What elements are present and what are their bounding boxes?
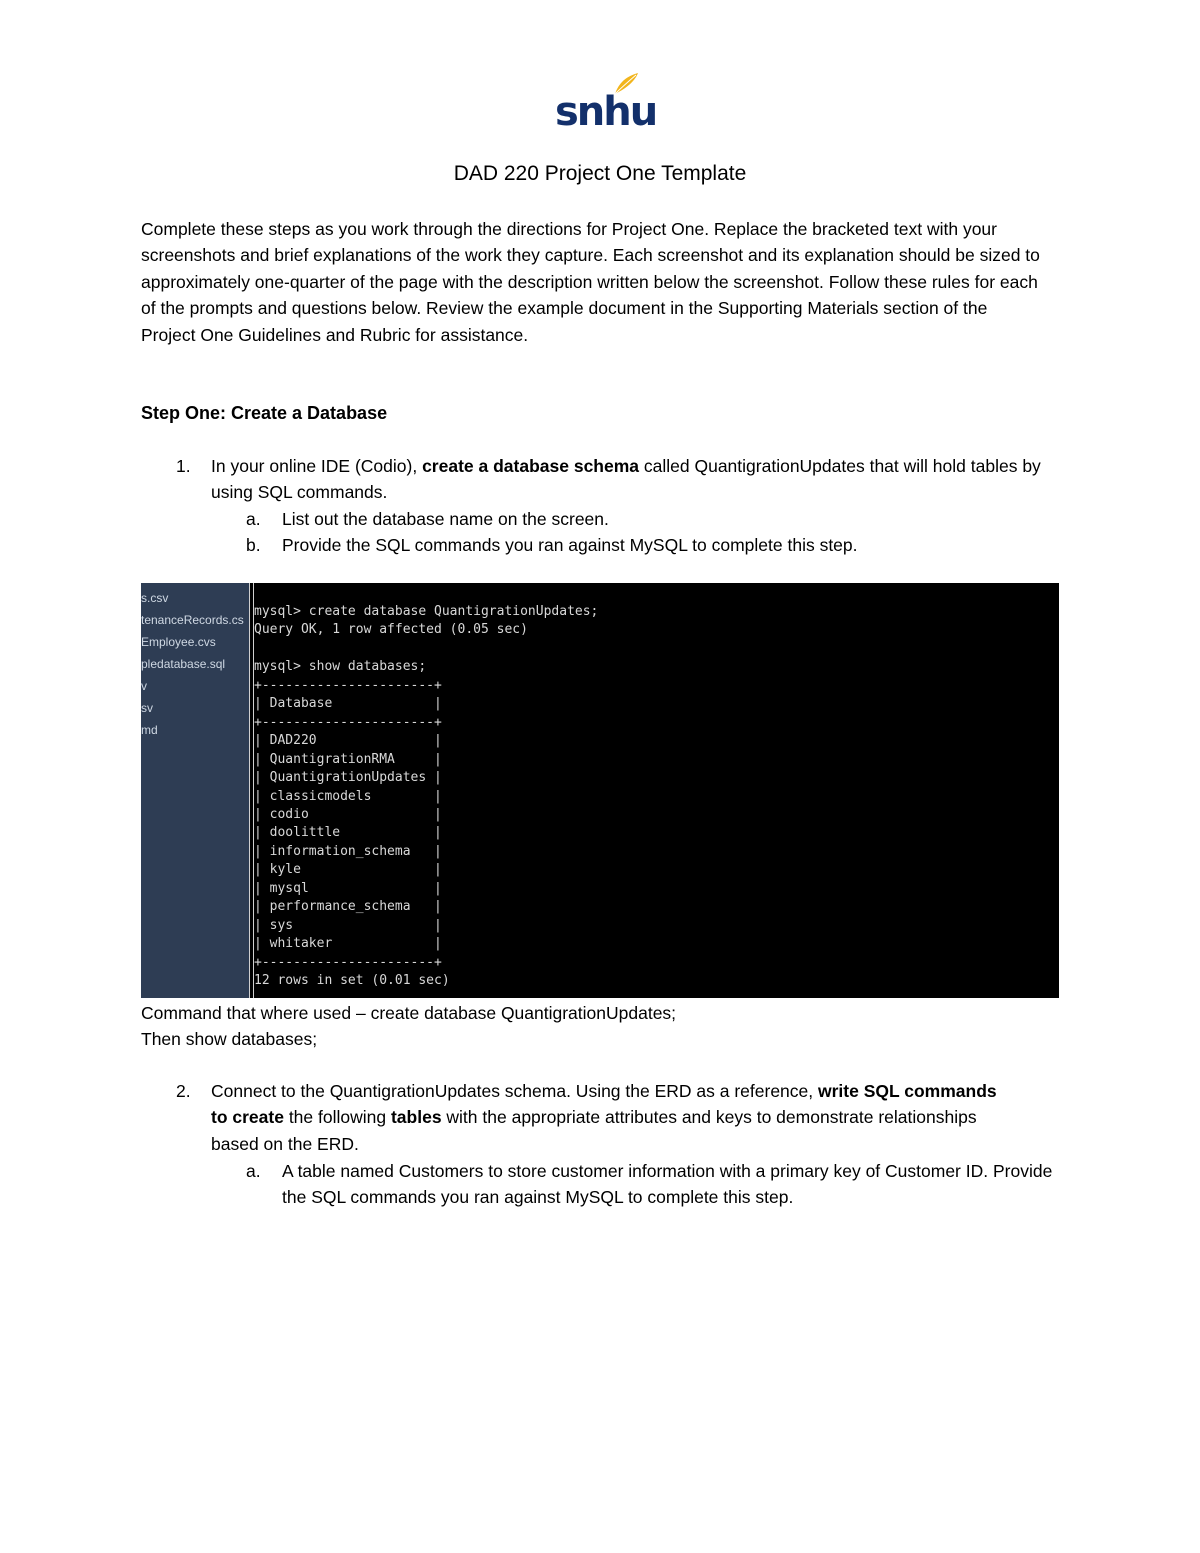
terminal-line: Query OK, 1 row affected (0.05 sec): [254, 622, 528, 638]
terminal-line: | information_schema |: [254, 843, 442, 859]
page-title: DAD 220 Project One Template: [453, 162, 747, 185]
item-2-pre: Connect to the QuantigrationUpdates schema. Using the ERD as a reference,: [211, 1081, 818, 1101]
item-2-bold-2: tables: [390, 1107, 442, 1128]
item-2a-letter: a.: [246, 1161, 261, 1181]
item-1a-text: List out the database name on the screen.: [282, 509, 609, 529]
terminal-line: | sys |: [254, 917, 442, 933]
item-2-mid: the following: [283, 1107, 391, 1128]
terminal-line: | codio |: [254, 806, 442, 822]
terminal-line: | DAD220 |: [254, 733, 442, 749]
commands-explanation: [141, 1000, 1041, 1053]
item-1-post: called QuantigrationUpdates that will hold tables by using SQL commands.: [211, 456, 1041, 503]
terminal-line: 12 rows in set (0.01 sec): [254, 973, 450, 989]
item-2-post: with the appropriate attributes and keys to demonstrate relationships based on the ERD.: [211, 1107, 977, 1154]
terminal-line: +----------------------+: [254, 677, 442, 693]
file-sidebar: [141, 583, 249, 998]
terminal-output: [254, 603, 598, 991]
logo-text: snhu: [555, 89, 657, 135]
terminal-line: | performance_schema |: [254, 899, 442, 915]
step-one-heading: Step One: Create a Database: [141, 403, 388, 423]
sidebar-file: s.csv: [141, 591, 169, 605]
sidebar-file: v: [141, 679, 147, 693]
item-1b-letter: b.: [246, 535, 261, 555]
item-2a-text: A table named Customers to store customer information with a primary key of Customer ID. Provide the SQL commands you ran against MySQL to complete this step.: [282, 1161, 1053, 1208]
item-1-pre: In your online IDE (Codio),: [211, 456, 423, 476]
item-1a-letter: a.: [246, 509, 261, 529]
terminal-line: | QuantigrationRMA |: [254, 751, 442, 767]
item-2-number: 2.: [176, 1081, 191, 1101]
terminal-line: | classicmodels |: [254, 788, 442, 804]
terminal-line: mysql> show databases;: [254, 659, 427, 675]
sidebar-file: Employee.cvs: [141, 635, 216, 649]
sidebar-file: md: [141, 723, 158, 737]
terminal-screenshot: [141, 583, 1059, 998]
terminal-line: | kyle |: [254, 862, 442, 878]
sidebar-file: pledatabase.sql: [141, 657, 226, 671]
terminal-line: | Database |: [254, 696, 442, 712]
terminal-line: | mysql |: [254, 880, 442, 896]
snhu-logo: [555, 72, 657, 135]
item-1-text: [211, 453, 1071, 506]
terminal-line: | QuantigrationUpdates |: [254, 770, 442, 786]
item-1b-text: Provide the SQL commands you ran against MySQL to complete this step.: [282, 535, 858, 555]
item-2-text: [211, 1078, 1001, 1157]
terminal-line: mysql> create database QuantigrationUpdates;: [254, 604, 599, 619]
item-1-bold: create a database schema: [422, 456, 640, 476]
commands-line-2: Then show databases;: [141, 1029, 318, 1050]
intro-paragraph: Complete these steps as you work through the directions for Project One. Replace the bracketed text with your screenshots and brief explanations of the work they capture. Each screenshot and its explanation should be sized to approximately one-quarter of the page with the description written below the screenshot. Follow these rules for each of the prompts and questions below. Review the example document in the Supporting Materials section of the Project One Guidelines and Rubric for assistance.: [141, 219, 1040, 345]
commands-line-1: Command that where used – create database QuantigrationUpdates;: [141, 1003, 677, 1023]
item-2-bold-1: write SQL commands to create: [211, 1081, 997, 1128]
terminal-line: +----------------------+: [254, 714, 442, 730]
terminal-line: +----------------------+: [254, 954, 442, 970]
terminal-line: | whitaker |: [254, 936, 442, 952]
sidebar-file: tenanceRecords.cs: [141, 613, 244, 627]
terminal-line: | doolittle |: [254, 825, 442, 841]
sidebar-file: sv: [141, 701, 153, 715]
item-1-number: 1.: [176, 456, 191, 476]
